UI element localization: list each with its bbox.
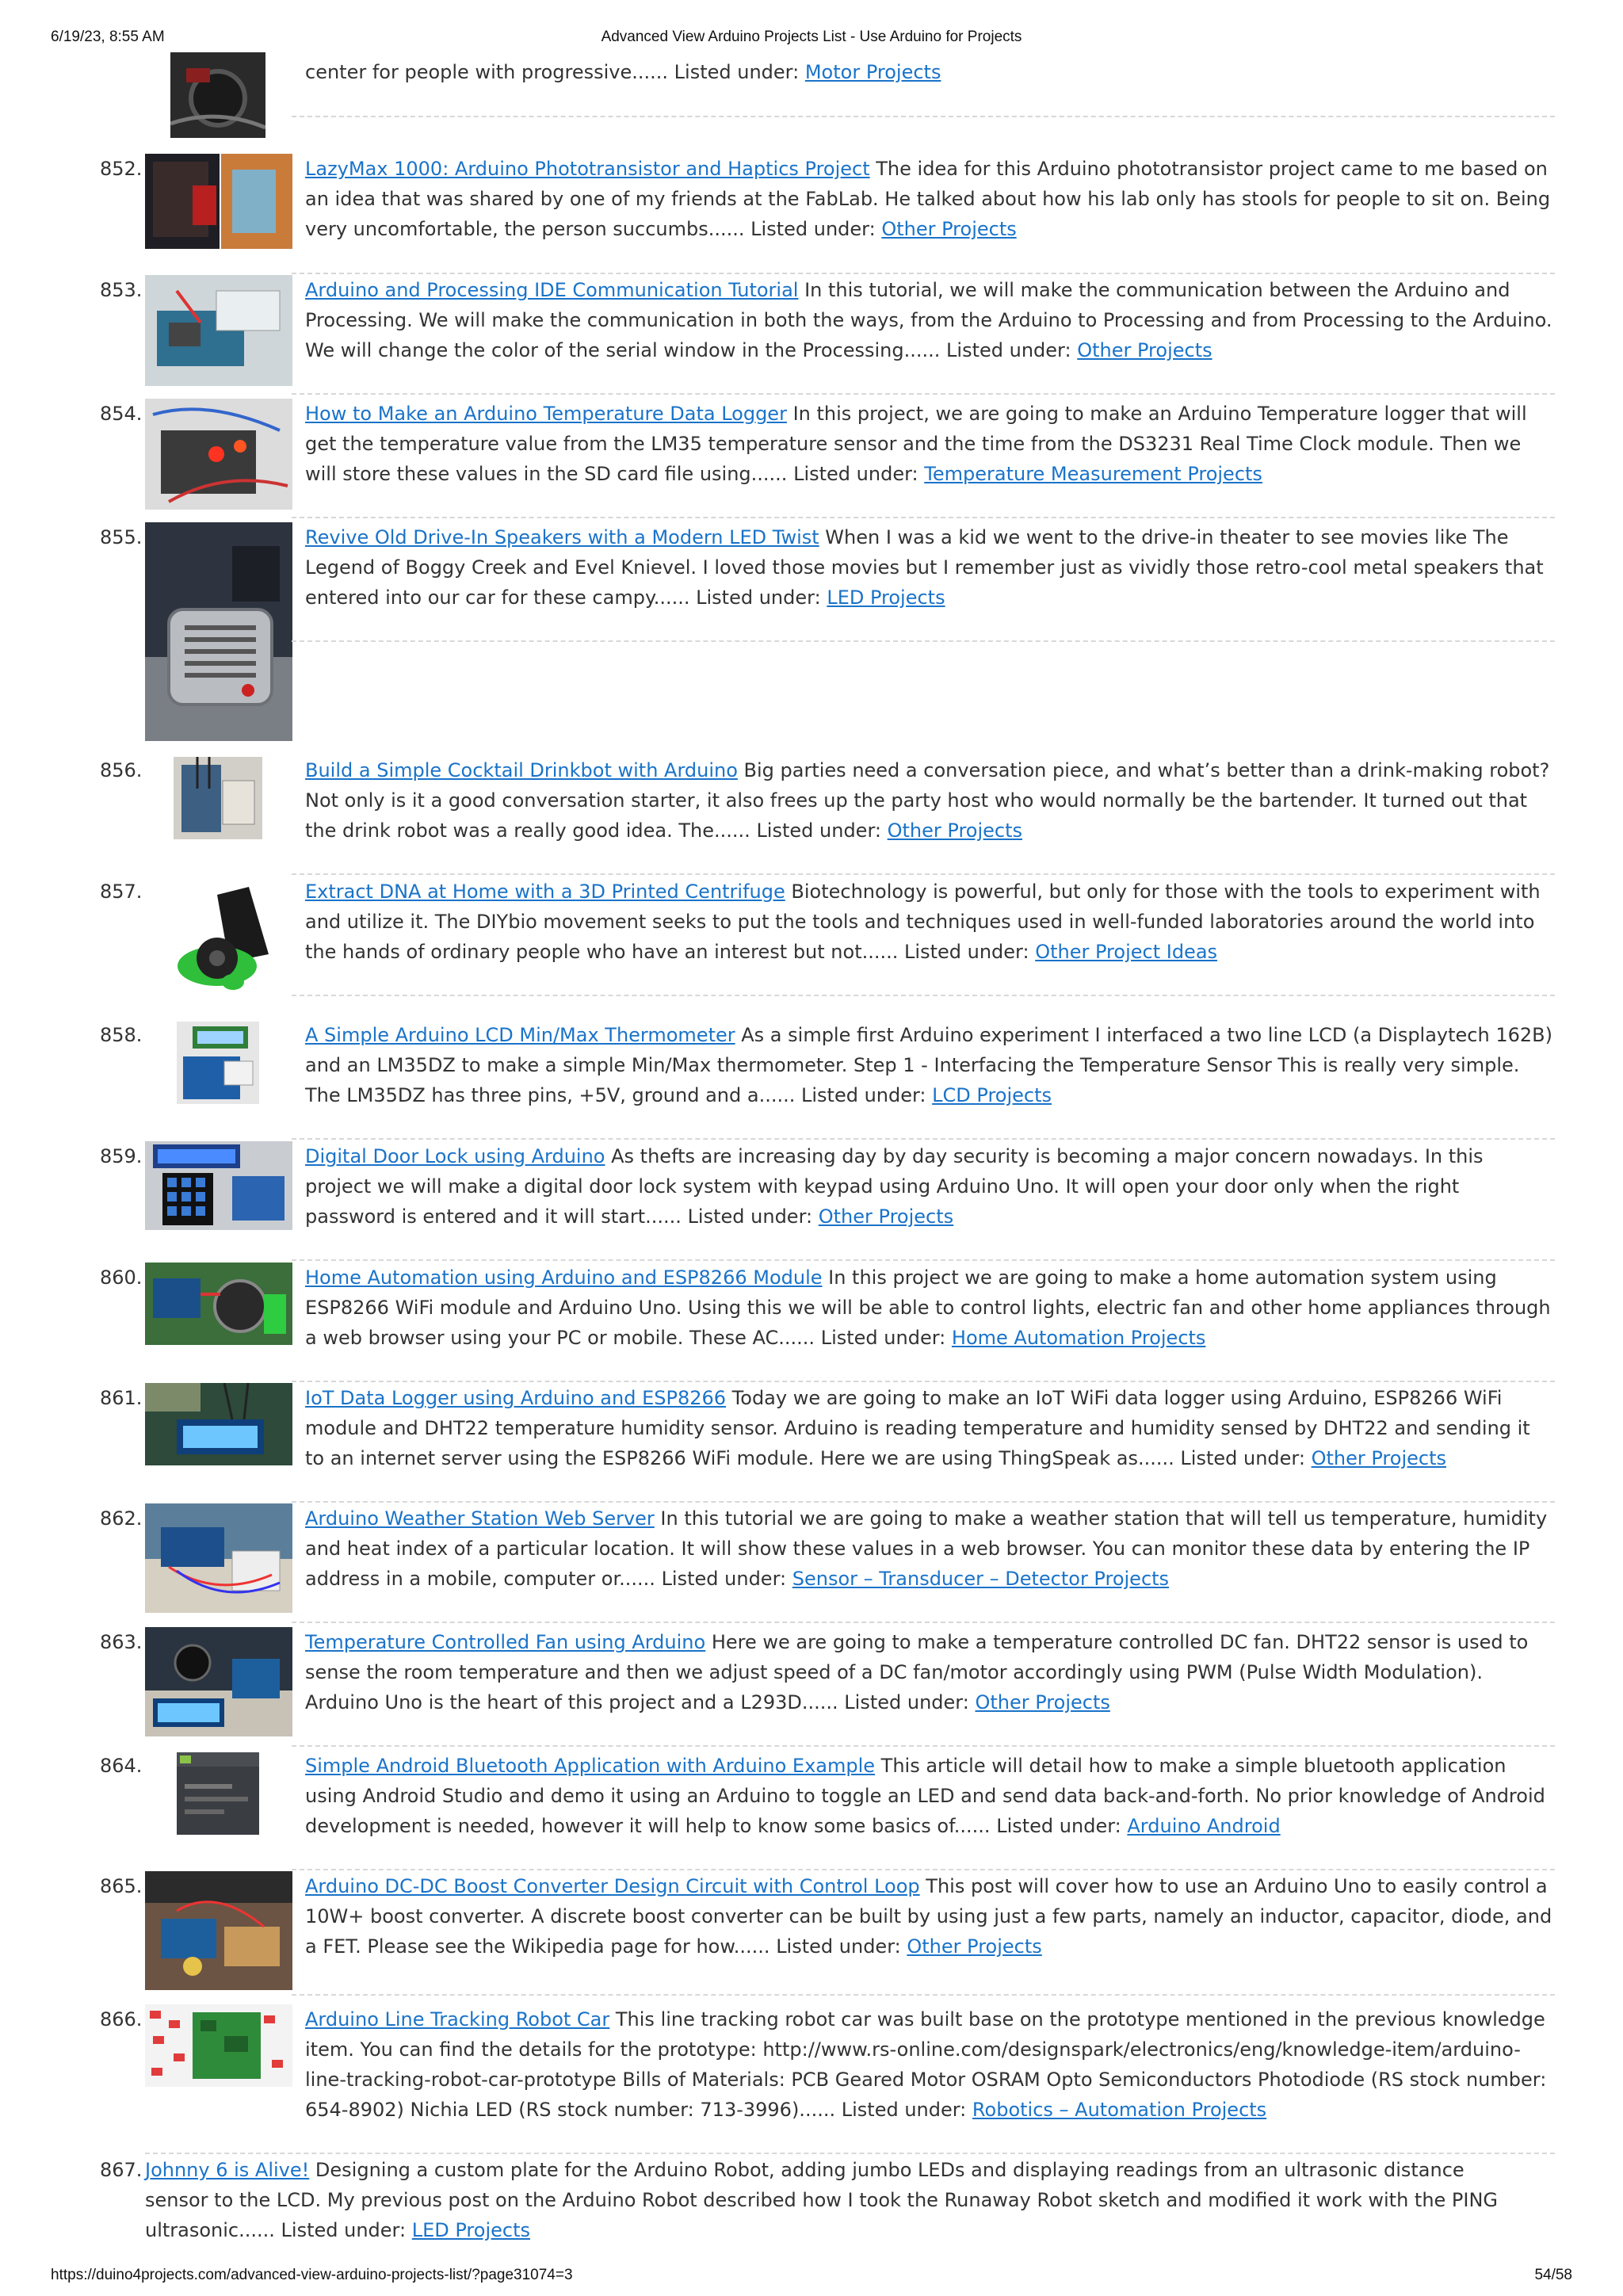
listed-under-label: Listed under: (996, 1815, 1121, 1837)
project-title-link[interactable]: Extract DNA at Home with a 3D Printed Centrifuge (305, 881, 785, 903)
entry-text (305, 1503, 1553, 1594)
project-thumbnail[interactable] (145, 1627, 292, 1736)
entry-number: 865. (100, 1875, 143, 1897)
category-link[interactable]: LED Projects (411, 2219, 530, 2241)
entry-separator (292, 517, 1555, 518)
entry-text (305, 1627, 1553, 1717)
listed-under-label: Listed under: (1180, 1447, 1305, 1469)
entry-description: In this tutorial, we will make the communication between the Arduino and Processing. We will make the communication in both the ways, from the Arduino to Processing and from Processing to the Arduino. We will change the color of the serial window in the Processing...... (305, 279, 1552, 361)
project-title-link[interactable]: Arduino DC-DC Boost Converter Design Circuit with Control Loop (305, 1875, 920, 1897)
entry-description: center for people with progressive...... (305, 61, 669, 83)
project-thumbnail[interactable] (145, 2004, 292, 2087)
entry-number: 854. (100, 403, 143, 425)
project-thumbnail[interactable] (170, 52, 265, 138)
entry-description: As a simple first Arduino experiment I interfaced a two line LCD (a Displaytech 162B) and an LM35DZ to make a simple Min/Max thermometer. Step 1 - Interfacing the Temperature Sensor This is really very simple. The LM35DZ has three pins, +5V, ground and a...... (305, 1024, 1552, 1106)
entry-number: 852. (100, 158, 143, 180)
entry-separator (292, 1501, 1555, 1503)
entry-number: 860. (100, 1266, 143, 1289)
entry-separator (292, 1381, 1555, 1382)
category-link[interactable]: LCD Projects (932, 1084, 1052, 1106)
category-link[interactable]: Other Project Ideas (1035, 941, 1218, 963)
entry-text (305, 1871, 1553, 1962)
entry-text (305, 755, 1553, 846)
entry-number: 859. (100, 1145, 143, 1167)
listed-under-label: Listed under: (776, 1935, 901, 1958)
entry-text (305, 1751, 1553, 1841)
entry-description: In this project, we are going to make an Arduino Temperature logger that will get the temperature value from the LM35 temperature sensor and the time from the DS3231 Real Time Clock module. Then we will store these values in the SD card file using...... (305, 403, 1527, 485)
entry-text (305, 1383, 1553, 1473)
project-title-link[interactable]: Build a Simple Cocktail Drinkbot with Arduino (305, 759, 738, 781)
project-thumbnail[interactable] (177, 1022, 259, 1104)
category-link[interactable]: Robotics – Automation Projects (972, 2099, 1267, 2121)
project-thumbnail[interactable] (145, 522, 292, 741)
entry-description: Big parties need a conversation piece, and what’s better than a drink-making robot? Not only is it a good conversation starter, it also frees up the party host who would normally be the bartender. It turned out that the drink robot was a really good idea. The...... (305, 759, 1550, 842)
entry-text (305, 57, 1553, 87)
entry-separator (292, 1622, 1555, 1623)
project-thumbnail[interactable] (145, 1263, 292, 1345)
print-page-number: 54/58 (1534, 2267, 1572, 2283)
entry-separator (292, 393, 1555, 395)
entry-text (305, 154, 1553, 244)
project-thumbnail[interactable] (174, 757, 262, 839)
category-link[interactable]: Other Projects (1077, 339, 1212, 361)
print-url: https://duino4projects.com/advanced-view-arduino-projects-list/?page31074=3 (51, 2267, 573, 2283)
project-title-link[interactable]: Arduino and Processing IDE Communication Tutorial (305, 279, 799, 301)
entry-separator (292, 1994, 1555, 1996)
project-thumbnail[interactable] (145, 154, 292, 249)
entry-separator (292, 1869, 1555, 1870)
entry-number: 857. (100, 881, 143, 903)
print-page-title: Advanced View Arduino Projects List - Use Arduino for Projects (601, 29, 1022, 45)
entry-text (305, 1263, 1553, 1353)
entry-description: In this tutorial we are going to make a weather station that will tell us temperature, humidity and heat index of a particular location. It will show these values in a web browser. You can monitor these data by entering the IP address in a mobile, computer or...... (305, 1507, 1548, 1590)
listed-under-label: Listed under: (800, 1084, 926, 1106)
project-title-link[interactable]: Revive Old Drive-In Speakers with a Modern LED Twist (305, 526, 819, 548)
project-title-link[interactable]: Digital Door Lock using Arduino (305, 1145, 605, 1167)
project-thumbnail[interactable] (145, 1141, 292, 1230)
entry-description: As thefts are increasing day by day security is becoming a major concern nowadays. In this project we will make a digital door lock system with keypad using Arduino Uno. It will open your door only when the right password is entered and it will start...... (305, 1145, 1484, 1228)
entry-description: Designing a custom plate for the Arduino Robot, adding jumbo LEDs and displaying readings from an ultrasonic distance sensor to the LCD. My previous post on the Arduino Robot described how I took the Runaway Robot sketch and modified it work with the PING ultrasonic...... (145, 2159, 1499, 2241)
entry-text (145, 2155, 1528, 2245)
entry-description: Here we are going to make a temperature controlled DC fan. DHT22 sensor is used to sense the room temperature and then we adjust speed of a DC fan/motor accordingly using PWM (Pulse Width Modulation). Arduino Uno is the heart of this project and a L293D...... (305, 1631, 1529, 1713)
listed-under-label: Listed under: (281, 2219, 407, 2241)
listed-under-label: Listed under: (793, 463, 918, 485)
entry-description: This article will detail how to make a simple bluetooth application using Android Studio and demo it using an Arduino to toggle an LED and send data back-and-forth. No prior knowledge of Android development is needed, however it will help to know some basics of...... (305, 1755, 1545, 1837)
project-title-link[interactable]: IoT Data Logger using Arduino and ESP8266 (305, 1387, 727, 1409)
listed-under-label: Listed under: (820, 1327, 946, 1349)
entry-text (305, 877, 1553, 967)
entry-separator (292, 116, 1555, 117)
listed-under-label: Listed under: (750, 218, 876, 240)
category-link[interactable]: Other Projects (1311, 1447, 1446, 1469)
entry-description: Today we are going to make an IoT WiFi data logger using Arduino, ESP8266 WiFi module and DHT22 temperature humidity sensor. Arduino is reading temperature and humidity sensed by DHT22 and sending it to an internet server using the ESP8266 WiFi module. Here we are using ThingSpeak as...... (305, 1387, 1530, 1469)
entry-text (305, 522, 1553, 613)
project-title-link[interactable]: Home Automation using Arduino and ESP8266 Module (305, 1266, 823, 1289)
entry-description: This line tracking robot car was built base on the prototype mentioned in the previous knowledge item. You can find the details for the prototype: http://www.rs-online.com/designspark/electronics/eng/knowledge-item/arduino-line-tracking-robot-car-prototype Bills of Materials: PCB Geared Motor OSRAM Opto Semiconductors Photodiode (RS stock number: 654-8902) Nichia LED (RS stock number: 713-3996)...... (305, 2008, 1547, 2121)
entry-separator (292, 640, 1555, 642)
category-link[interactable]: Home Automation Projects (951, 1327, 1206, 1349)
project-thumbnail[interactable] (145, 1871, 292, 1990)
listed-under-label: Listed under: (946, 339, 1071, 361)
entry-number: 864. (100, 1755, 143, 1777)
category-link[interactable]: Other Projects (887, 819, 1023, 842)
project-title-link[interactable]: LazyMax 1000: Arduino Phototransistor and Haptics Project (305, 158, 870, 180)
entry-text (305, 2004, 1553, 2125)
listed-under-label: Listed under: (661, 1568, 787, 1590)
category-link[interactable]: Other Projects (881, 218, 1017, 240)
project-title-link[interactable]: Johnny 6 is Alive! (145, 2159, 310, 2181)
project-thumbnail[interactable] (174, 883, 280, 994)
entry-number: 866. (100, 2008, 143, 2030)
category-link[interactable]: Other Projects (907, 1935, 1042, 1958)
entry-separator (145, 2153, 1555, 2154)
category-link[interactable]: Other Projects (818, 1205, 954, 1228)
project-title-link[interactable]: A Simple Arduino LCD Min/Max Thermometer (305, 1024, 735, 1046)
entry-text (305, 275, 1553, 365)
print-header (51, 29, 1572, 51)
entry-description: This post will cover how to use an Arduino Uno to easily control a 10W+ boost converter. A discrete boost converter can be built by using just a few parts, namely an inductor, capacitor, diode, and a FET. Please see the Wikipedia page for how...... (305, 1875, 1552, 1958)
entry-number: 856. (100, 759, 143, 781)
entry-text (305, 1141, 1553, 1232)
entry-separator (292, 995, 1555, 996)
entry-description: The idea for this Arduino phototransistor project came to me based on an idea that was shared by one of my friends at the FabLab. He talked about how his lab only has stools for people to sit on. Being very uncomfortable, the person succumbs...... (305, 158, 1551, 240)
category-link[interactable]: LED Projects (827, 586, 945, 609)
category-link[interactable]: Temperature Measurement Projects (924, 463, 1262, 485)
project-title-link[interactable]: Arduino Line Tracking Robot Car (305, 2008, 610, 2030)
print-datetime: 6/19/23, 8:55 AM (51, 29, 165, 45)
listed-under-label: Listed under: (756, 819, 881, 842)
project-thumbnail[interactable] (145, 1383, 292, 1465)
entry-text (305, 1020, 1553, 1110)
project-title-link[interactable]: How to Make an Arduino Temperature Data Logger (305, 403, 787, 425)
listed-under-label: Listed under: (687, 1205, 813, 1228)
entry-number: 858. (100, 1024, 143, 1046)
entry-number: 867. (100, 2159, 143, 2181)
listed-under-label: Listed under: (674, 61, 800, 83)
entry-description: Biotechnology is powerful, but only for those with the tools to experiment with and utilize it. The DIYbio movement seeks to put the tools and techniques used in well-funded laboratories around the world into the hands of ordinary people who have an interest but not...... (305, 881, 1541, 963)
category-link[interactable]: Motor Projects (804, 61, 941, 83)
listed-under-label: Listed under: (696, 586, 821, 609)
entry-separator (292, 273, 1555, 274)
entry-separator (292, 1745, 1555, 1747)
project-thumbnail[interactable] (145, 399, 292, 510)
category-link[interactable]: Sensor – Transducer – Detector Projects (792, 1568, 1170, 1590)
category-link[interactable]: Other Projects (975, 1691, 1110, 1713)
entry-number: 861. (100, 1387, 143, 1409)
entry-description: When I was a kid we went to the drive-in theater to see movies like The Legend of Boggy Creek and Evel Knievel. I loved those movies but I remember just as vividly those retro-cool metal speakers that entered into our car for these campy...... (305, 526, 1544, 609)
project-title-link[interactable]: Temperature Controlled Fan using Arduino (305, 1631, 706, 1653)
entry-number: 855. (100, 526, 143, 548)
entry-separator (292, 1138, 1555, 1140)
entry-description: In this project we are going to make a home automation system using ESP8266 WiFi module and Arduino Uno. Using this we will be able to control lights, electric fan and other home appliances through a web browser using your PC or mobile. These AC...... (305, 1266, 1551, 1349)
category-link[interactable]: Arduino Android (1127, 1815, 1281, 1837)
entry-separator (292, 1259, 1555, 1261)
listed-under-label: Listed under: (841, 2099, 967, 2121)
project-thumbnail[interactable] (177, 1752, 259, 1835)
project-thumbnail[interactable] (145, 275, 292, 386)
listed-under-label: Listed under: (844, 1691, 969, 1713)
listed-under-label: Listed under: (904, 941, 1029, 963)
entry-number: 853. (100, 279, 143, 301)
entry-separator (292, 873, 1555, 875)
print-footer (51, 2267, 1572, 2289)
project-title-link[interactable]: Arduino Weather Station Web Server (305, 1507, 655, 1530)
project-title-link[interactable]: Simple Android Bluetooth Application with Arduino Example (305, 1755, 876, 1777)
project-thumbnail[interactable] (145, 1503, 292, 1613)
entry-number: 862. (100, 1507, 143, 1530)
entry-text (305, 399, 1553, 489)
entry-number: 863. (100, 1631, 143, 1653)
